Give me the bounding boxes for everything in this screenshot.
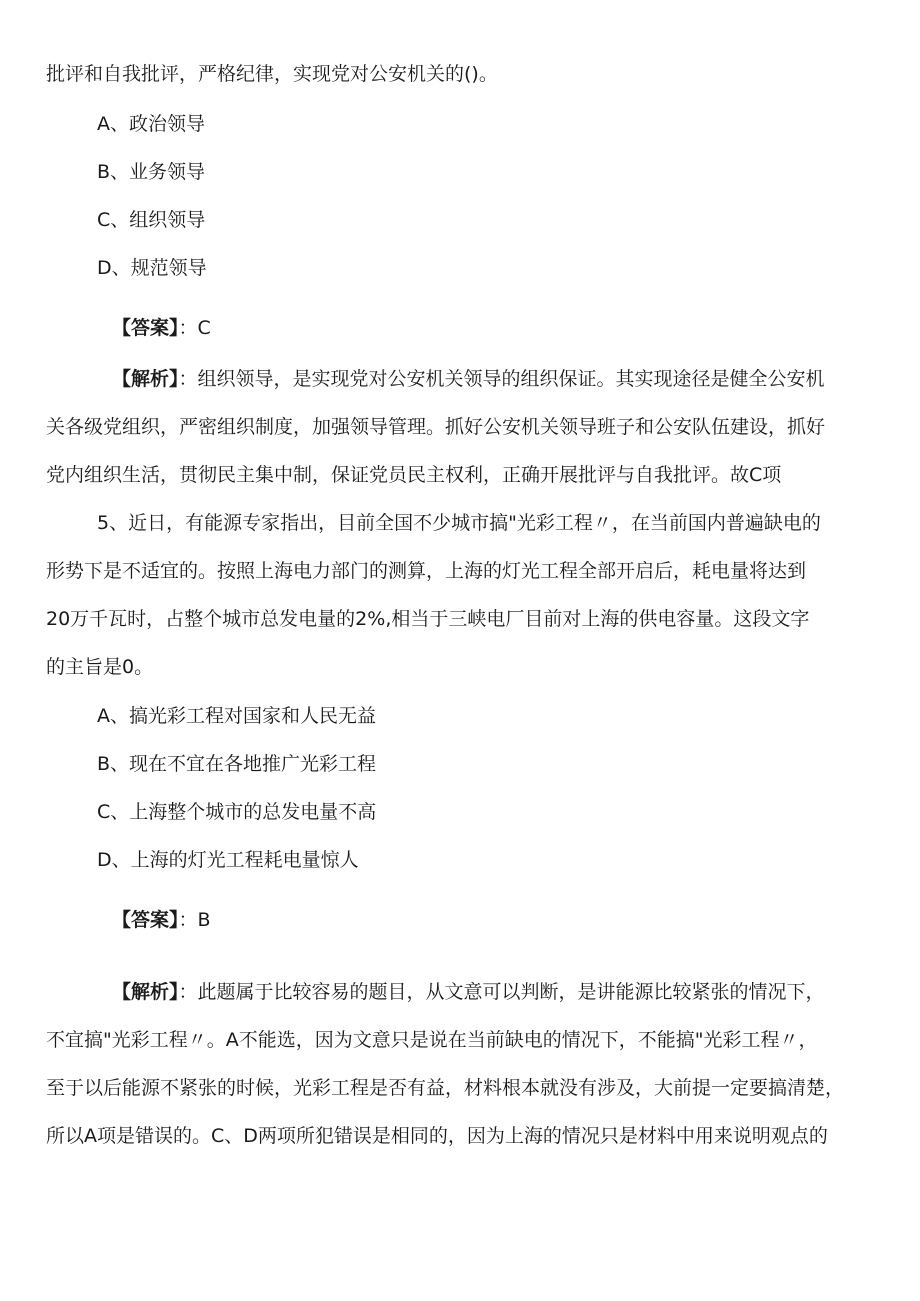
q4-analysis-text-1: ：组织领导，是实现党对公安机关领导的组织保证。其实现途径是健全公安机 (178, 368, 825, 390)
q5-stem-line-3: 20万千瓦时，占整个城市总发电量的2%,相当于三峡电厂目前对上海的供电容量。这段文字 (46, 608, 810, 630)
q4-answer-tag: 【答案】 (112, 317, 179, 339)
q5-stem-line-1: 5、近日，有能源专家指出，目前全国不少城市搞"光彩工程〃，在当前国内普遍缺电的 (97, 512, 821, 534)
q5-analysis-line-4: 所以A项是错误的。C、D两项所犯错误是相同的，因为上海的情况只是材料中用来说明观点的 (46, 1125, 828, 1147)
q4-stem-tail: 批评和自我批评，严格纪律，实现党对公安机关的()。 (46, 63, 498, 85)
q4-answer (112, 316, 211, 340)
q5-answer (112, 908, 211, 932)
q4-analysis-line-3: 党内组织生活，贯彻民主集中制，保证党员民主权利，正确开展批评与自我批评。故C项 (46, 464, 782, 486)
q5-answer-value: ：B (178, 909, 211, 931)
q5-option-d: D、上海的灯光工程耗电量惊人 (97, 849, 359, 871)
q5-answer-tag: 【答案】 (112, 909, 179, 931)
q5-option-c: C、上海整个城市的总发电量不高 (97, 801, 377, 823)
q4-analysis-tag: 【解析】 (112, 368, 179, 390)
q4-option-a: A、政治领导 (97, 113, 205, 135)
q4-option-b: B、业务领导 (97, 161, 206, 183)
q4-answer-value: ：C (178, 317, 211, 339)
q5-stem-line-2: 形势下是不适宜的。按照上海电力部门的测算，上海的灯光工程全部开启后，耗电量将达到 (46, 560, 807, 582)
q4-analysis-line-2: 关各级党组织，严密组织制度，加强领导管理。抓好公安机关领导班子和公安队伍建设，抓好 (46, 416, 826, 438)
q5-analysis-line-2: 不宜搞"光彩工程〃。A不能选，因为文意只是说在当前缺电的情况下，不能搞"光彩工程〃， (46, 1029, 818, 1051)
q4-option-c: C、组织领导 (97, 209, 206, 231)
q5-stem-line-4: 的主旨是0。 (46, 656, 154, 678)
q5-option-b: B、现在不宜在各地推广光彩工程 (97, 753, 377, 775)
q5-option-a: A、搞光彩工程对国家和人民无益 (97, 705, 376, 727)
q5-analysis-line-1 (112, 980, 825, 1004)
q5-analysis-line-3: 至于以后能源不紧张的时候，光彩工程是否有益，材料根本就没有涉及，大前提一定要搞清楚， (46, 1077, 845, 1099)
q5-analysis-text-1: ：此题属于比较容易的题目，从文意可以判断，是讲能源比较紧张的情况下， (178, 981, 825, 1003)
q5-analysis-tag: 【解析】 (112, 981, 179, 1003)
q4-option-d: D、规范领导 (97, 257, 207, 279)
q4-analysis-line-1 (112, 367, 825, 391)
